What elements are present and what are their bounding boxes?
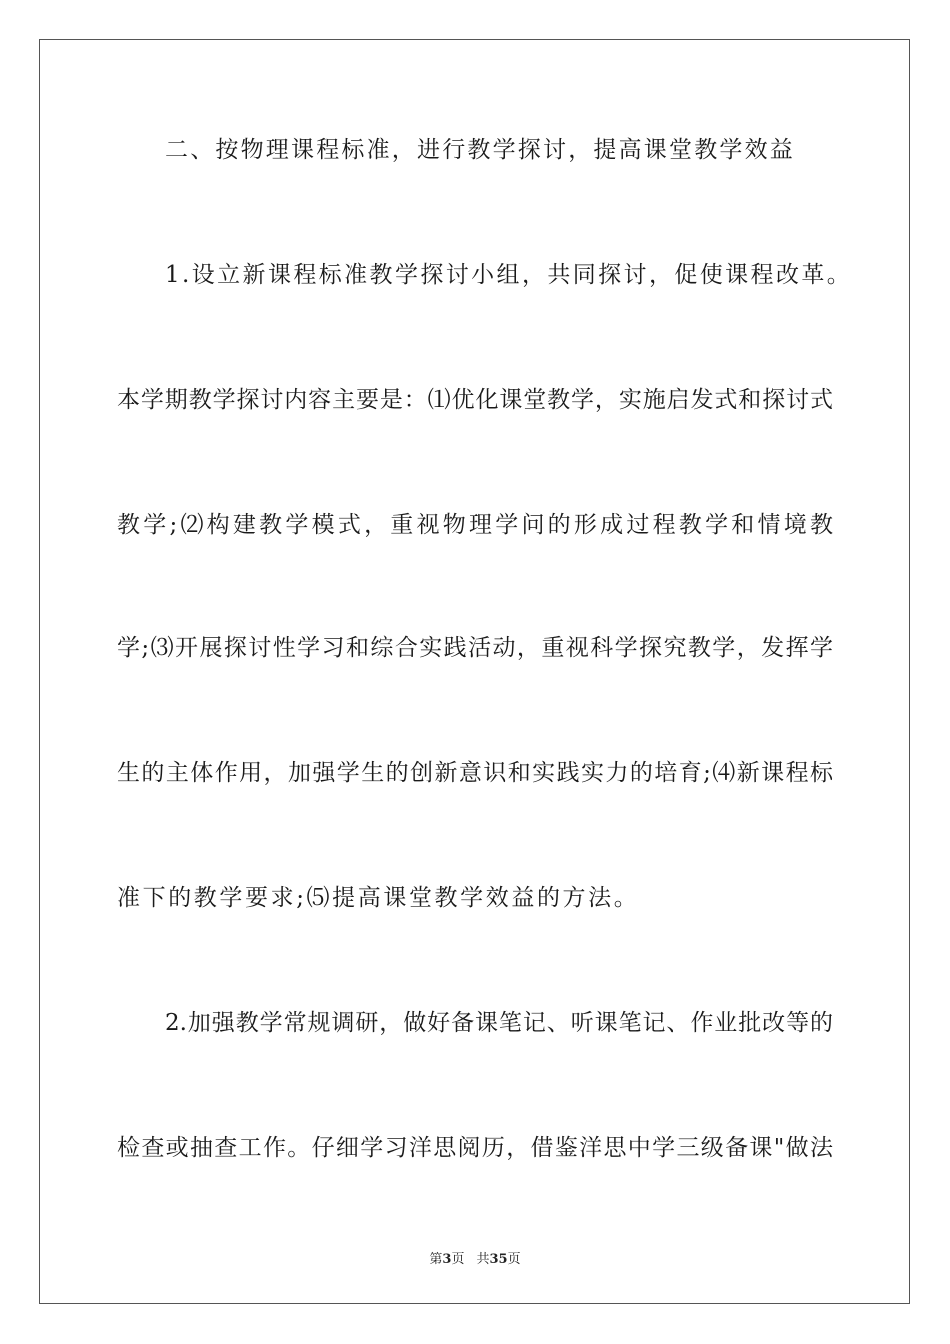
current-page-number: 3 [442, 1252, 452, 1267]
total-suffix: 页 [507, 1252, 521, 1267]
paragraph-line: 教学;⑵构建教学模式，重视物理学问的形成过程教学和情境教 [117, 512, 833, 538]
page-footer [0, 1248, 950, 1267]
paragraph-line: 本学期教学探讨内容主要是：⑴优化课堂教学，实施启发式和探讨式 [117, 387, 833, 413]
paragraph-line: 准下的教学要求;⑸提高课堂教学效益的方法。 [117, 885, 640, 911]
paragraph-line: 1.设立新课程标准教学探讨小组，共同探讨，促使课程改革。 [165, 262, 853, 288]
paragraph-line: 生的主体作用，加强学生的创新意识和实践实力的培育;⑷新课程标 [117, 760, 833, 786]
paragraph-line: 检查或抽查工作。仔细学习洋思阅历，借鉴洋思中学三级备课"做法 [117, 1135, 833, 1161]
page-prefix: 第 [429, 1252, 443, 1267]
page-suffix: 页 [451, 1252, 465, 1267]
page-border [39, 39, 910, 1304]
paragraph-line: 2.加强教学常规调研，做好备课笔记、听课笔记、作业批改等的 [165, 1010, 833, 1036]
paragraph-line: 学;⑶开展探讨性学习和综合实践活动，重视科学探究教学，发挥学 [117, 635, 833, 661]
section-heading: 二、按物理课程标准，进行教学探讨，提高课堂教学效益 [165, 137, 795, 163]
total-prefix: 共 [476, 1252, 490, 1267]
total-pages-number: 35 [489, 1252, 508, 1267]
